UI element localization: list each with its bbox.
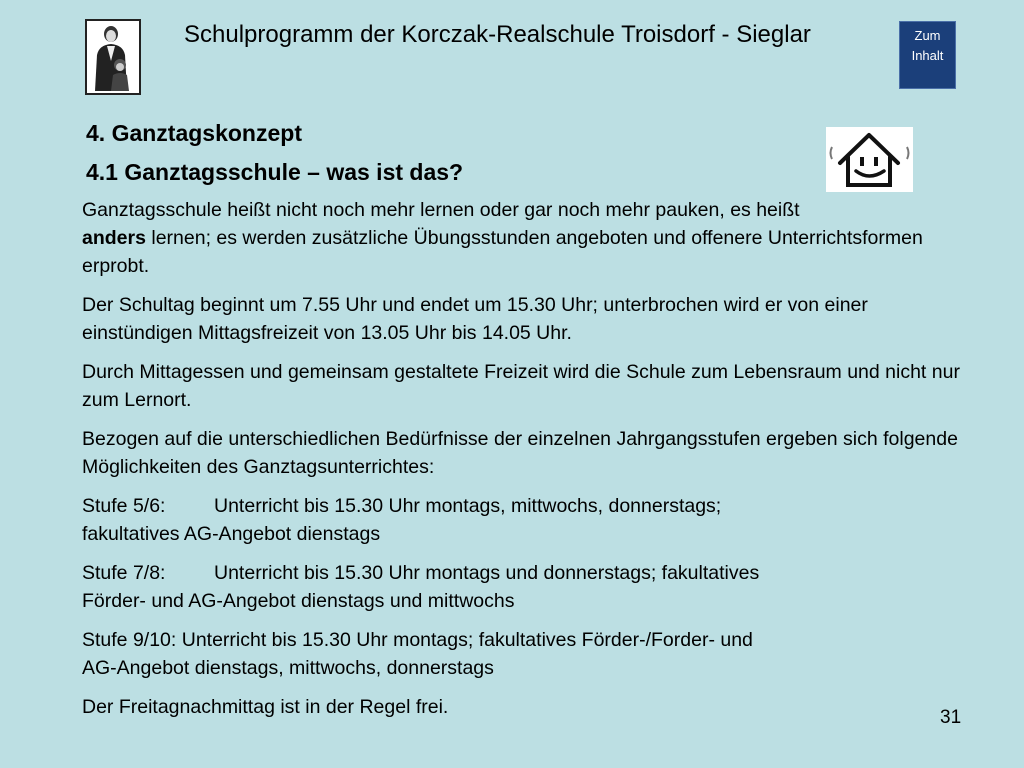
paragraph-lebensraum: Durch Mittagessen und gemeinsam gestaltete Freizeit wird die Schule zum Lebensraum und nicht nur zum Lernort. — [82, 361, 960, 411]
paragraph-possibilities: Bezogen auf die unterschiedlichen Bedürfnisse der einzelnen Jahrgangsstufen ergeben sich folgende Möglichkeiten des Ganztagsunterrichtes: — [82, 428, 958, 478]
level-5-6-label: Stufe 5/6: — [82, 495, 166, 517]
to-contents-button[interactable] — [899, 21, 956, 89]
level-7-8 — [82, 559, 982, 615]
korczak-portrait-icon — [85, 19, 141, 95]
paragraph-friday: Der Freitagnachmittag ist in der Regel frei. — [82, 696, 449, 718]
subsection-heading: 4.1 Ganztagsschule – was ist das? — [86, 159, 464, 185]
level-5-6 — [82, 492, 982, 548]
level-9-10-line1: Stufe 9/10: Unterricht bis 15.30 Uhr montags; fakultatives Förder-/Forder- und — [82, 629, 753, 651]
to-contents-label-line2: Inhalt — [911, 48, 944, 63]
section-heading: 4. Ganztagskonzept — [86, 120, 302, 146]
paragraph-intro-emphasis: anders — [82, 227, 146, 249]
level-9-10-line2: AG-Angebot dienstags, mittwochs, donnerstags — [82, 657, 494, 679]
paragraph-intro-text-a: Ganztagsschule heißt nicht noch mehr lernen oder gar noch mehr pauken, es heißt — [82, 199, 800, 221]
paragraph-schedule: Der Schultag beginnt um 7.55 Uhr und endet um 15.30 Uhr; unterbrochen wird er von einer einstündigen Mittagsfreizeit von 13.05 Uhr bis 14.05 Uhr. — [82, 294, 868, 344]
page-number: 31 — [940, 707, 962, 728]
presentation-title: Schulprogramm der Korczak-Realschule Troisdorf - Sieglar — [184, 21, 811, 48]
main-content — [82, 196, 982, 732]
paragraph-intro-text-b: lernen; es werden zusätzliche Übungsstunden angeboten und offenere Unterrichtsformen erprobt. — [82, 227, 923, 277]
level-5-6-line1: Unterricht bis 15.30 Uhr montags, mittwochs, donnerstags; — [214, 495, 722, 517]
level-9-10 — [82, 626, 982, 682]
level-7-8-line1: Unterricht bis 15.30 Uhr montags und donnerstags; fakultatives — [214, 562, 760, 584]
to-contents-label-line1: Zum — [914, 28, 941, 43]
level-7-8-line2: Förder- und AG-Angebot dienstags und mittwochs — [82, 590, 515, 612]
level-7-8-label: Stufe 7/8: — [82, 562, 166, 584]
paragraph-intro — [82, 196, 982, 280]
level-5-6-line2: fakultatives AG-Angebot dienstags — [82, 523, 381, 545]
smiling-house-icon — [826, 127, 913, 192]
